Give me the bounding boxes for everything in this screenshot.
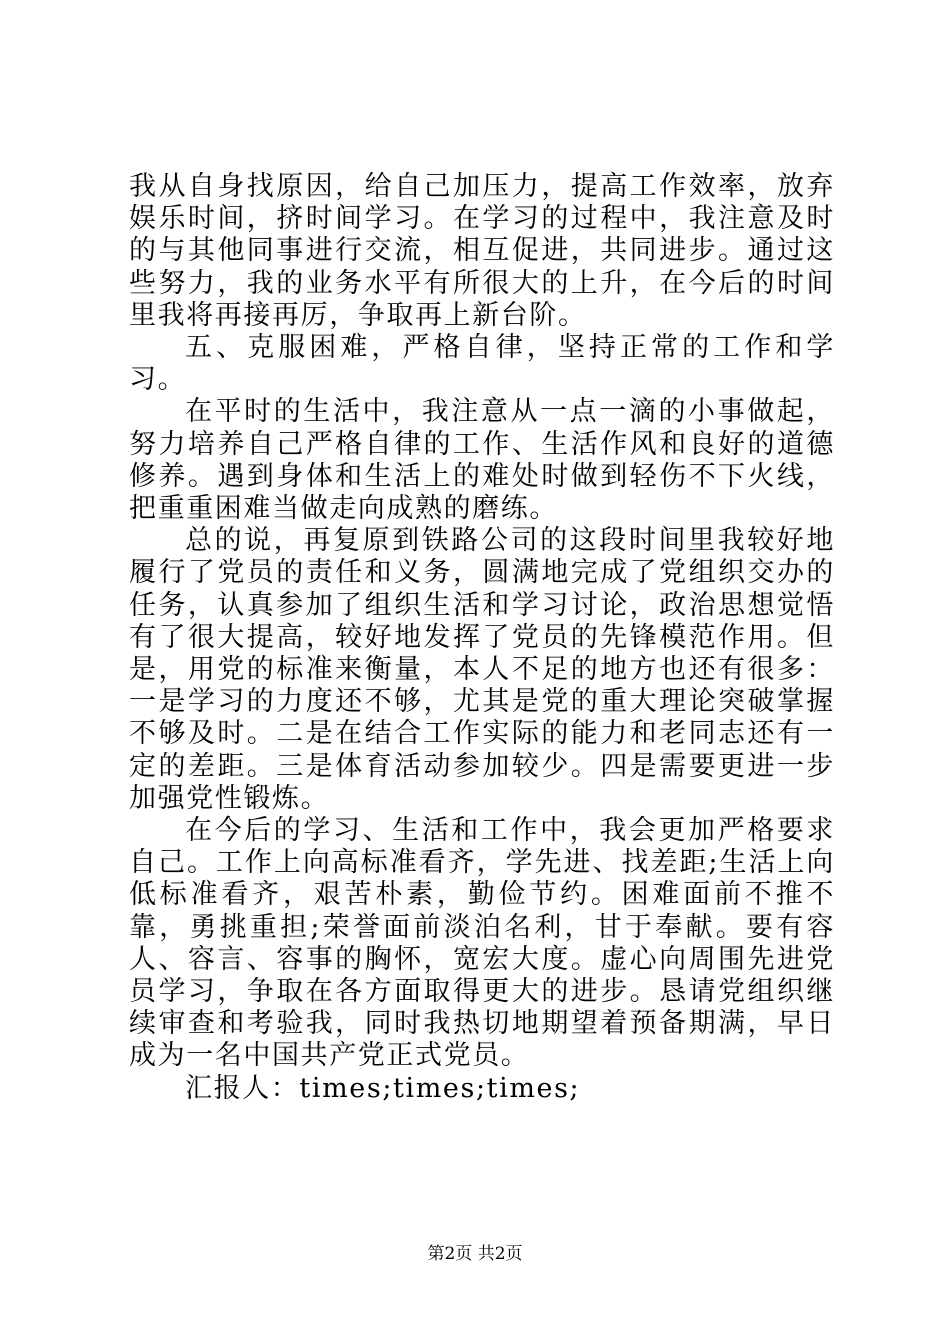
- document-body: [129, 171, 835, 1105]
- reporter-line: 汇报人：times;times;times;: [185, 1072, 581, 1104]
- page-number-footer: 第2页 共2页: [427, 1244, 523, 1264]
- paragraph-continuation: 我从自身找原因，给自己加压力，提高工作效率，放弃娱乐时间，挤时间学习。在学习的过程中，我注意及时的与其他同事进行交流，相互促进，共同进步。通过这些努力，我的业务水平有所很大的上升，在今后的时间里我将再接再厉，争取再上新台阶。: [129, 171, 835, 331]
- section-heading-five: 五、克服困难，严格自律，坚持正常的工作和学习。: [129, 332, 835, 396]
- paragraph-self-discipline: 在平时的生活中，我注意从一点一滴的小事做起，努力培养自己严格自律的工作、生活作风和良好的道德修养。遇到身体和生活上的难处时做到轻伤不下火线，把重重困难当做走向成熟的磨练。: [129, 396, 835, 525]
- paragraph-future-plan: 在今后的学习、生活和工作中，我会更加严格要求自己。工作上向高标准看齐，学先进、找差距;生活上向低标准看齐，艰苦朴素，勤俭节约。困难面前不推不靠，勇挑重担;荣誉面前淡泊名利，甘于奉献。要有容人、容言、容事的胸怀，宽宏大度。虚心向周围先进党员学习，争取在各方面取得更大的进步。恳请党组织继续审查和考验我，同时我热切地期望着预备期满，早日成为一名中国共产党正式党员。: [129, 815, 835, 1072]
- paragraph-summary: 总的说，再复原到铁路公司的这段时间里我较好地履行了党员的责任和义务，圆满地完成了党组织交办的任务，认真参加了组织生活和学习讨论，政治思想觉悟有了很大提高，较好地发挥了党员的先锋模范作用。但是，用党的标准来衡量，本人不足的地方也还有很多：一是学习的力度还不够，尤其是党的重大理论突破掌握不够及时。二是在结合工作实际的能力和老同志还有一定的差距。三是体育活动参加较少。四是需要更进一步加强党性锻炼。: [129, 525, 835, 814]
